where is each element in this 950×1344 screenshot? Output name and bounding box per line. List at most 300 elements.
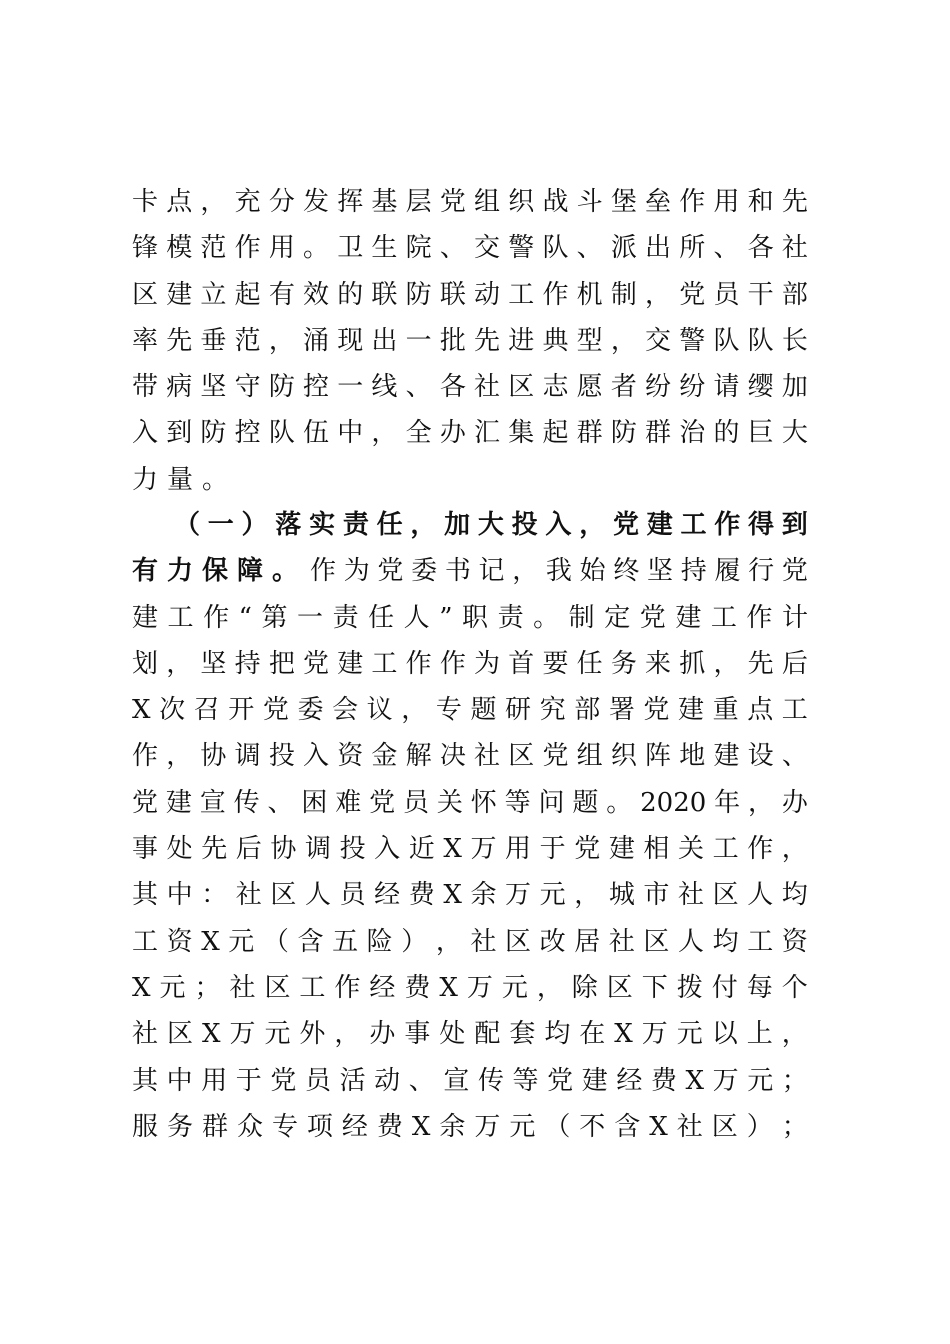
glyph: 区 [132, 279, 159, 310]
glyph: 研 [505, 695, 532, 726]
glyph: 生 [371, 233, 398, 264]
glyph: 作 [714, 510, 741, 540]
text-line-rest [310, 548, 808, 594]
glyph: 工 [508, 279, 535, 310]
glyph: 各 [439, 372, 466, 403]
glyph: 其 [132, 880, 159, 911]
glyph: 、 [781, 741, 808, 772]
glyph: 区 [508, 372, 535, 403]
glyph: 部 [574, 695, 601, 726]
glyph: 会 [332, 695, 359, 726]
glyph: 究 [539, 695, 566, 726]
glyph: X [443, 834, 462, 865]
glyph: 社 [470, 926, 497, 957]
glyph: 分 [268, 187, 295, 217]
glyph: 定 [604, 602, 631, 633]
glyph: 区 [505, 926, 532, 957]
text-line [132, 318, 808, 364]
glyph: 干 [747, 279, 774, 310]
glyph: 防 [405, 279, 432, 310]
text-line [132, 364, 808, 410]
glyph: 。 [303, 233, 330, 264]
glyph: 、 [408, 1065, 435, 1096]
glyph: 关 [678, 834, 705, 865]
glyph: 社 [608, 926, 635, 957]
text-line [132, 687, 808, 733]
glyph: 个 [781, 972, 808, 1003]
glyph: 任 [368, 602, 395, 633]
glyph: ， [512, 556, 539, 587]
glyph: 纷 [679, 372, 706, 403]
glyph: 2020 [640, 787, 707, 818]
glyph: 专 [435, 695, 462, 726]
glyph: 宣 [199, 787, 226, 818]
glyph: 线 [371, 372, 398, 403]
glyph: 有 [268, 279, 295, 310]
glyph: 事 [404, 1019, 431, 1050]
glyph: ） [401, 926, 428, 957]
glyph: 工 [299, 972, 326, 1003]
glyph: 元 [228, 926, 255, 957]
glyph: ， [645, 279, 672, 310]
glyph: 派 [610, 233, 637, 264]
glyph: 计 [781, 602, 808, 633]
glyph: 责 [342, 510, 369, 540]
glyph: ， [574, 880, 601, 911]
glyph: X [439, 972, 458, 1003]
glyph: 元 [539, 880, 566, 911]
glyph: 设 [747, 741, 774, 772]
glyph: 市 [643, 880, 670, 911]
text-line [132, 1011, 808, 1057]
glyph: 人 [403, 602, 430, 633]
glyph: 机 [576, 279, 603, 310]
glyph: 地 [679, 741, 706, 772]
glyph: X [201, 1019, 221, 1050]
glyph: 建 [646, 510, 673, 540]
glyph: 记 [478, 556, 505, 587]
glyph: ， [536, 972, 563, 1003]
glyph: 均 [781, 880, 808, 911]
glyph: 划 [132, 648, 159, 679]
glyph: 、 [713, 233, 740, 264]
glyph: 出 [645, 233, 672, 264]
text-line [132, 225, 808, 271]
glyph: （ [174, 510, 201, 540]
glyph: 工 [680, 510, 707, 540]
glyph: ， [371, 418, 398, 449]
glyph: 涌 [303, 325, 330, 356]
glyph: 阵 [645, 741, 672, 772]
glyph: 建 [166, 279, 193, 310]
glyph: 力 [132, 464, 159, 495]
glyph: 典 [542, 325, 569, 356]
glyph: 中 [166, 880, 193, 911]
glyph: 党 [369, 787, 396, 818]
glyph: 警 [508, 233, 535, 264]
glyph: 部 [781, 279, 808, 310]
glyph: 社 [474, 372, 501, 403]
glyph: 署 [608, 695, 635, 726]
glyph: 组 [474, 187, 501, 217]
glyph: 和 [747, 187, 774, 217]
glyph: 员 [713, 279, 740, 310]
glyph: 落 [275, 510, 302, 540]
glyph: 作 [310, 556, 337, 587]
glyph: 。 [606, 787, 633, 818]
glyph: 纷 [645, 372, 672, 403]
glyph: 要 [542, 648, 569, 679]
glyph: 一 [297, 602, 324, 633]
glyph: 入 [303, 741, 330, 772]
glyph: 险 [366, 926, 393, 957]
glyph: 群 [201, 1111, 228, 1142]
glyph: ， [166, 648, 193, 679]
glyph: 抓 [679, 648, 706, 679]
glyph: 以 [711, 1019, 738, 1050]
glyph: 活 [339, 1065, 366, 1096]
glyph: 区 [643, 926, 670, 957]
glyph: 经 [369, 972, 396, 1003]
glyph: ； [781, 1065, 808, 1096]
glyph: 社 [781, 233, 808, 264]
glyph: 重 [712, 695, 739, 726]
glyph: 区 [712, 880, 739, 911]
glyph: 建 [713, 741, 740, 772]
glyph: 投 [268, 741, 295, 772]
glyph: 万 [641, 1019, 668, 1050]
glyph: 先 [781, 187, 808, 217]
glyph: ， [435, 926, 462, 957]
glyph: 员 [304, 1065, 331, 1096]
glyph: 办 [781, 787, 808, 818]
glyph: 作 [132, 741, 159, 772]
glyph: ， [610, 325, 637, 356]
glyph: 困 [301, 787, 328, 818]
glyph: 建 [337, 648, 364, 679]
glyph: 效 [303, 279, 330, 310]
glyph: 工 [747, 926, 774, 957]
glyph: 年 [714, 787, 741, 818]
glyph: 动 [374, 1065, 401, 1096]
glyph: 带 [132, 372, 159, 403]
glyph: 余 [439, 1111, 466, 1142]
glyph: ， [268, 325, 295, 356]
glyph: 责 [497, 602, 524, 633]
glyph: 党 [547, 1065, 574, 1096]
glyph: 区 [264, 972, 291, 1003]
glyph: 区 [270, 880, 297, 911]
text-line [132, 826, 808, 872]
glyph: 、 [439, 233, 466, 264]
glyph: 元 [501, 972, 528, 1003]
glyph: 入 [374, 834, 401, 865]
glyph: 建 [608, 834, 635, 865]
glyph: 专 [271, 1111, 298, 1142]
glyph: 党 [270, 1065, 297, 1096]
glyph: 难 [335, 787, 362, 818]
glyph: 锋 [132, 233, 159, 264]
glyph: 经 [374, 880, 401, 911]
glyph: 战 [542, 187, 569, 217]
glyph: 党 [303, 648, 330, 679]
glyph: 事 [132, 834, 159, 865]
glyph: 宣 [443, 1065, 470, 1096]
glyph: 队 [542, 233, 569, 264]
glyph: 充 [234, 187, 261, 217]
glyph: 卫 [337, 233, 364, 264]
text-line [132, 272, 808, 318]
glyph: 交 [474, 233, 501, 264]
glyph: 调 [234, 741, 261, 772]
glyph: 汇 [474, 418, 501, 449]
glyph: 人 [678, 926, 705, 957]
glyph: 始 [579, 556, 606, 587]
glyph: 建 [132, 602, 159, 633]
glyph: 率 [132, 325, 159, 356]
glyph: 协 [200, 741, 227, 772]
glyph: 万 [466, 972, 493, 1003]
glyph: 协 [270, 834, 297, 865]
glyph: 群 [576, 418, 603, 449]
glyph: 院 [405, 233, 432, 264]
glyph: 长 [781, 325, 808, 356]
glyph: 含 [297, 926, 324, 957]
glyph: 范 [234, 325, 261, 356]
glyph: 把 [268, 648, 295, 679]
glyph: 建 [675, 602, 702, 633]
text-line [132, 919, 808, 965]
text-line [132, 457, 808, 503]
glyph: （ [262, 926, 289, 957]
glyph: 社 [678, 880, 705, 911]
text-line [132, 1104, 808, 1150]
glyph: 改 [539, 926, 566, 957]
glyph: 经 [341, 1111, 368, 1142]
glyph: 人 [304, 880, 331, 911]
glyph: 召 [193, 695, 220, 726]
glyph: 城 [608, 880, 635, 911]
glyph: 坚 [200, 372, 227, 403]
glyph: 控 [234, 418, 261, 449]
glyph: 等 [504, 787, 531, 818]
glyph: 一 [207, 510, 234, 540]
glyph: 先 [474, 325, 501, 356]
glyph: 现 [337, 325, 364, 356]
glyph: 、 [405, 372, 432, 403]
glyph: 入 [545, 510, 572, 540]
glyph: 作 [405, 648, 432, 679]
glyph: 用 [505, 834, 532, 865]
glyph: 、 [576, 233, 603, 264]
text-line [132, 780, 808, 826]
glyph: 其 [132, 1065, 159, 1096]
glyph: 均 [544, 1019, 571, 1050]
glyph: 持 [234, 648, 261, 679]
glyph: 工 [712, 834, 739, 865]
glyph: 织 [508, 187, 535, 217]
glyph: 付 [711, 972, 738, 1003]
glyph: 量 [167, 464, 194, 495]
glyph: 出 [371, 325, 398, 356]
glyph: 立 [200, 279, 227, 310]
glyph: 。 [202, 464, 229, 495]
glyph: 拨 [676, 972, 703, 1003]
glyph: 资 [337, 741, 364, 772]
glyph: ， [579, 510, 606, 540]
glyph: 务 [166, 1111, 193, 1142]
glyph: 万 [474, 1111, 501, 1142]
glyph: 作 [203, 602, 230, 633]
glyph: 问 [538, 787, 565, 818]
glyph: 务 [610, 648, 637, 679]
glyph: 处 [166, 834, 193, 865]
glyph: 先 [747, 648, 774, 679]
glyph: 经 [616, 1065, 643, 1096]
glyph: 区 [166, 1019, 193, 1050]
glyph: 任 [576, 648, 603, 679]
glyph: 集 [508, 418, 535, 449]
glyph: 万 [712, 1065, 739, 1096]
glyph: 制 [568, 602, 595, 633]
glyph: 党 [132, 787, 159, 818]
glyph: 开 [228, 695, 255, 726]
text-line [132, 733, 808, 779]
glyph: 费 [376, 1111, 403, 1142]
glyph: 加 [781, 372, 808, 403]
glyph: 先 [201, 834, 228, 865]
glyph: 投 [511, 510, 538, 540]
glyph: 为 [343, 556, 370, 587]
glyph: 者 [610, 372, 637, 403]
glyph: 履 [714, 556, 741, 587]
section-heading-end [132, 548, 298, 594]
glyph: 近 [408, 834, 435, 865]
glyph: 用 [201, 1065, 228, 1096]
glyph: 委 [411, 556, 438, 587]
glyph: 含 [614, 1111, 641, 1142]
glyph: 次 [159, 695, 186, 726]
glyph: 费 [408, 880, 435, 911]
glyph: 余 [470, 880, 497, 911]
glyph: 费 [650, 1065, 677, 1096]
text-line [132, 641, 808, 687]
glyph: 万 [470, 834, 497, 865]
glyph: 调 [304, 834, 331, 865]
glyph: 除 [571, 972, 598, 1003]
glyph: 党 [679, 279, 706, 310]
glyph: 责 [332, 602, 359, 633]
glyph: 员 [403, 787, 430, 818]
glyph: 到 [166, 418, 193, 449]
glyph: 元 [264, 1019, 291, 1050]
glyph: 志 [542, 372, 569, 403]
glyph: 终 [613, 556, 640, 587]
glyph: 保 [201, 556, 228, 587]
glyph: 工 [710, 602, 737, 633]
glyph: 请 [713, 372, 740, 403]
glyph: 伍 [303, 418, 330, 449]
glyph: 五 [332, 926, 359, 957]
glyph: 职 [462, 602, 489, 633]
glyph: 防 [268, 372, 295, 403]
glyph: 队 [268, 418, 295, 449]
glyph: 加 [444, 510, 471, 540]
glyph: 配 [474, 1019, 501, 1050]
glyph: 防 [200, 418, 227, 449]
text-line [132, 872, 808, 918]
glyph: 传 [233, 787, 260, 818]
glyph: 织 [610, 741, 637, 772]
glyph: 我 [545, 556, 572, 587]
glyph: （ [544, 1111, 571, 1142]
glyph: 队 [747, 325, 774, 356]
glyph: 不 [579, 1111, 606, 1142]
glyph: “ [238, 602, 252, 633]
glyph: 群 [645, 418, 672, 449]
glyph: 解 [405, 741, 432, 772]
glyph: 全 [405, 418, 432, 449]
glyph: 万 [505, 880, 532, 911]
glyph: 作 [679, 187, 706, 217]
glyph: 障 [236, 556, 263, 587]
paragraph-2 [132, 502, 808, 1150]
glyph: 范 [200, 233, 227, 264]
glyph: 的 [713, 418, 740, 449]
glyph: ； [194, 972, 221, 1003]
glyph: 一 [405, 325, 432, 356]
text-line [132, 179, 808, 225]
glyph: 资 [166, 926, 193, 957]
glyph: 作 [234, 233, 261, 264]
glyph: ， [713, 648, 740, 679]
glyph: 社 [474, 741, 501, 772]
glyph: 巨 [747, 418, 774, 449]
glyph: 党 [542, 741, 569, 772]
glyph: ； [781, 1111, 808, 1142]
glyph: 题 [470, 695, 497, 726]
glyph: 。 [533, 602, 560, 633]
glyph: 层 [405, 187, 432, 217]
glyph: ） [241, 510, 268, 540]
glyph: 区 [711, 1111, 738, 1142]
glyph: 模 [166, 233, 193, 264]
glyph: 起 [234, 279, 261, 310]
glyph: 党 [377, 556, 404, 587]
glyph: 垂 [200, 325, 227, 356]
glyph: 行 [748, 556, 775, 587]
glyph: 委 [297, 695, 324, 726]
glyph: 有 [132, 556, 159, 587]
glyph: 金 [371, 741, 398, 772]
glyph: ， [334, 1019, 361, 1050]
glyph: 垒 [645, 187, 672, 217]
glyph: X [649, 1111, 668, 1142]
glyph: 入 [132, 418, 159, 449]
glyph: X [132, 695, 151, 726]
glyph: 上 [746, 1019, 773, 1050]
glyph: X [685, 1065, 705, 1096]
glyph: 制 [610, 279, 637, 310]
glyph: 用 [713, 187, 740, 217]
glyph: X [411, 1111, 431, 1142]
glyph: 起 [542, 418, 569, 449]
glyph: 、 [267, 787, 294, 818]
glyph: 建 [165, 787, 192, 818]
glyph: 各 [747, 233, 774, 264]
glyph: 任 [376, 510, 403, 540]
glyph: 联 [371, 279, 398, 310]
